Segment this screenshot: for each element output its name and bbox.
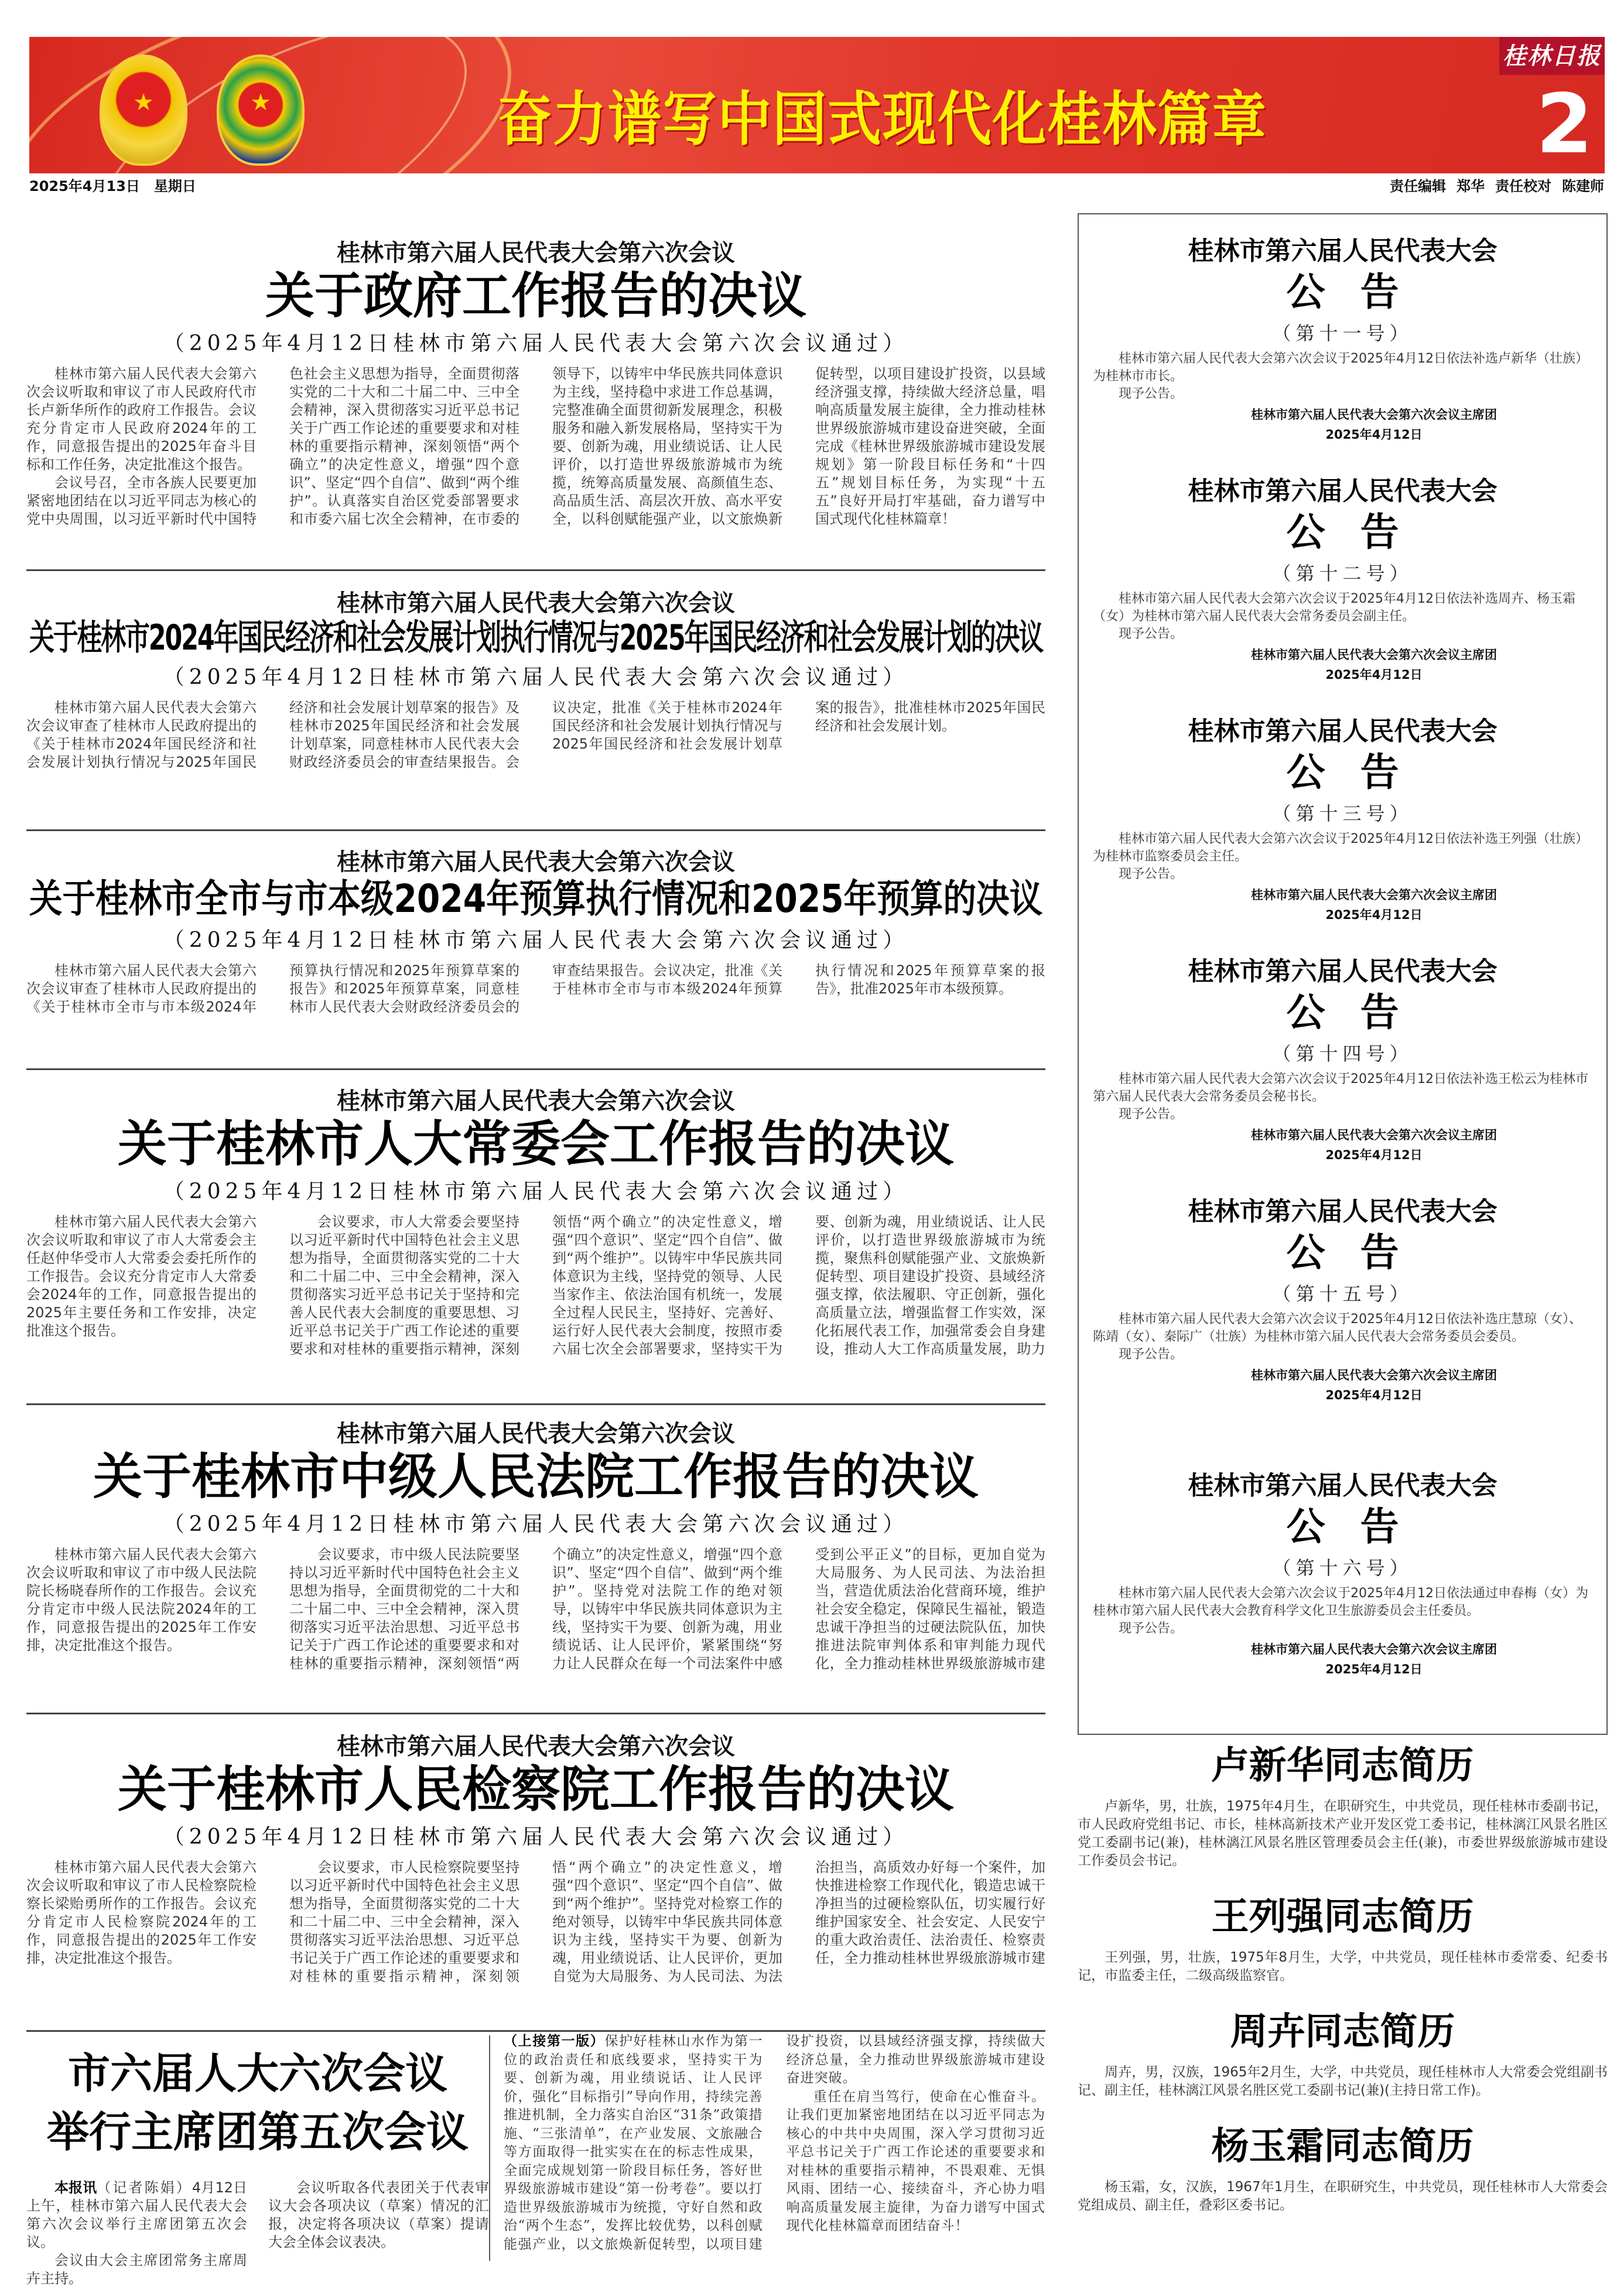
article-subtitle: （2025年4月12日桂林市第六届人民代表大会第六次会议通过） — [163, 1824, 909, 1849]
divider — [26, 1713, 1045, 1714]
article-kicker: 桂林市第六届人民代表大会第六次会议 — [337, 1420, 735, 1447]
article-subtitle: （2025年4月12日桂林市第六届人民代表大会第六次会议通过） — [163, 1179, 909, 1204]
article-title: 关于桂林市中级人民法院工作报告的决议 — [93, 1448, 979, 1505]
notice-signer: 桂林市第六届人民代表大会第六次会议主席团 — [1251, 648, 1497, 662]
paragraph: 重任在肩当笃行，使命在心惟奋斗。让我们更加紧密地团结在以习近平同志为核心的中共中央周围，深入学习贯彻习近平总书记关于广西工作论述的重要要求和对桂林的重要指示精神，不畏艰难、无惧风雨、团结一心、接续奋斗，齐心协力唱响高质量发展主旋律，为奋力谱写中国式现代化桂林篇章而团结奋斗！ — [786, 2089, 1045, 2233]
bio-body: 卢新华，男，壮族，1975年4月生，在职研究生，中共党员，现任桂林市委副书记，市人民政府党组书记、市长，桂林高新技术产业开发区党工委书记，桂林漓江风景名胜区党工委副书记(兼)，桂林漓江风景名胜区管理委员会主任(兼)，市委世界级旅游城市建设工作委员会书记。 — [1078, 1799, 1608, 1868]
divider — [26, 1068, 1045, 1070]
notice-signer: 桂林市第六届人民代表大会第六次会议主席团 — [1251, 1128, 1497, 1142]
continuation-body — [504, 2032, 1045, 2255]
notice-org: 桂林市第六届人民代表大会 — [1188, 956, 1498, 986]
bio-title: 周卉同志简历 — [1230, 2010, 1455, 2054]
notice-closing: 现予公告。 — [1119, 1347, 1184, 1362]
notice-title: 公告 — [1286, 1229, 1434, 1275]
notice-closing: 现予公告。 — [1119, 627, 1184, 641]
paragraph: 会议要求，市中级人民法院要坚持以习近平新时代中国特色社会主义思想为指导，全面贯彻党的二十大和二十届二中、三中全会精神，深入贯彻落实习近平法治思想、习近平总书记关于广西工作论述的重要要求和对桂林的重要指示精神，深刻领悟“两个确立”的决定性意义，增强“四个意识”、坚定“四个自信”、做到“两个维护”。坚持党对法院工作的绝对领导，以铸牢中华民族共同体意识为主线，坚持实干为要、创新为魂，用业绩说话、让人民评价，紧紧围绕“努力让人民群众在每一个司法案件中感受到公平正义”的目标，更加自觉为大局服务、为人民司法、为法治担当，营造优质法治化营商环境，维护社会安全稳定，保障民生福祉，锻造忠诚干净担当的过硬法院队伍，加快推进法院审判体系和审判能力现代化，全力推动桂林世界级旅游城市建 — [289, 1546, 1045, 1672]
notice — [1093, 1461, 1592, 1735]
notice-closing: 现予公告。 — [1119, 387, 1184, 401]
masthead-banner — [29, 37, 1605, 173]
news-reporter: （记者陈娟） — [97, 2179, 192, 2196]
notice-title: 公告 — [1286, 1504, 1434, 1549]
article-kicker: 桂林市第六届人民代表大会第六次会议 — [337, 848, 735, 876]
bio-body: 王列强，男，壮族，1975年8月生，大学，中共党员，现任桂林市委常委、纪委书记，市监委主任，二级高级监察官。 — [1078, 1950, 1608, 1983]
divider — [26, 569, 1045, 571]
article-procuratorate — [26, 1728, 1045, 1987]
notice-number: （第十二号） — [1272, 562, 1413, 585]
bio-body: 杨玉霜，女，汉族，1967年1月生，在职研究生，中共党员，现任桂林市人大常委会党组成员、副主任，叠彩区委书记。 — [1078, 2179, 1608, 2213]
divider — [26, 829, 1045, 831]
proofreader-name: 陈建师 — [1562, 178, 1604, 194]
paragraph: 桂林市第六届人民代表大会第六次会议审查了桂林市人民政府提出的《关于桂林市全市与市本级2024年预算执行情况和2025年预算草案的报告》和2025年预算草案，同意桂林市人民代表大会财政经济委员会的审查结果报告。会议决定，批准《关于桂林市全市与市本级2024年预算执行情况和2025年预算草案的报告》，批准2025年市本级预算。 — [26, 962, 1045, 1015]
news-title-line: 举行主席团第五次会议 — [46, 2107, 469, 2157]
article-title: 关于桂林市人大常委会工作报告的决议 — [117, 1115, 955, 1173]
article-kicker: 桂林市第六届人民代表大会第六次会议 — [337, 1733, 735, 1760]
news-title-line: 市六届人大六次会议 — [67, 2048, 447, 2098]
divider — [26, 2030, 1045, 2032]
article-subtitle: （2025年4月12日桂林市第六届人民代表大会第六次会议通过） — [163, 928, 909, 952]
article-kicker: 桂林市第六届人民代表大会第六次会议 — [337, 589, 735, 617]
article-title: 关于政府工作报告的决议 — [265, 267, 807, 324]
column-divider — [489, 2035, 490, 2261]
notice-body: 桂林市第六届人民代表大会第六次会议于2025年4月12日依法补选庄慧琼（女）、陈靖（女）、秦际广（壮族）为桂林市第六届人民代表大会常务委员会委员。 — [1093, 1312, 1582, 1344]
notice-body: 桂林市第六届人民代表大会第六次会议于2025年4月12日依法补选王列强（壮族）为桂林市监察委员会主任。 — [1093, 832, 1588, 864]
continuation-label: （上接第一版） — [504, 2034, 605, 2049]
notice-signer: 桂林市第六届人民代表大会第六次会议主席团 — [1251, 888, 1497, 902]
paragraph: 会议号召，全市各族人民要更加紧密地团结在以习近平同志为核心的党中央周围，以习近平新时代中国特色社会主义思想为指导，全面贯彻落实党的二十大和二十届二中、三中全会精神，深入贯彻落实习近平总书记关于广西工作论述的重要要求和对桂林的重要指示精神，深刻领悟“两个确立”的决定性意义，增强“四个意识”、坚定“四个自信”、做到“两个维护”。认真落实自治区党委部署要求和市委六届七次全会精神，在市委的领导下，以铸牢中华民族共同体意识为主线，坚持稳中求进工作总基调，完整准确全面贯彻新发展理念，积极服务和融入新发展格局，坚持实干为要、创新为魂，用业绩说话、让人民评价，以打造世界级旅游城市为统揽，统筹高质量发展、高颜值生态、高品质生活、高层次开放、高水平安全，以科创赋能强产业，以文旅焕新促转型，以项目建设扩投资，以县域经济强支撑，持续做大经济总量，唱响高质量发展主旋律，全力推动桂林世界级旅游城市建设奋进突破，全面完成《桂林世界级旅游城市建设发展规划》第一阶段目标任务和“十四五”规划目标任务，为实现“十五五”良好开局打牢基础，奋力谱写中国式现代化桂林篇章！ — [26, 365, 1045, 527]
notice-number: （第十三号） — [1272, 802, 1413, 825]
article-budget — [26, 843, 1045, 1017]
notice-number: （第十一号） — [1272, 322, 1413, 344]
notice — [1093, 466, 1592, 706]
notice-closing: 现予公告。 — [1119, 1621, 1184, 1636]
notice-signer: 桂林市第六届人民代表大会第六次会议主席团 — [1251, 1642, 1497, 1656]
cppcc-emblem-icon: ★ — [217, 54, 305, 166]
issue-date: 2025年4月13日 星期日 — [29, 178, 196, 194]
continued-from-front-page — [504, 2032, 1045, 2255]
biography — [1078, 1894, 1608, 1985]
notice-org: 桂林市第六届人民代表大会 — [1188, 476, 1498, 506]
article-economic-plan — [26, 585, 1045, 773]
paragraph: 会议由大会主席团常务主席周卉主持。 — [26, 2252, 247, 2287]
editor-name: 郑华 — [1457, 178, 1485, 194]
bio-body: 周卉，男，汉族，1965年2月生，大学，中共党员，现任桂林市人大常委会党组副书记、副主任，桂林漓江风景名胜区党工委副书记(兼)(主持日常工作)。 — [1078, 2065, 1608, 2098]
bio-title: 卢新华同志简历 — [1211, 1744, 1474, 1788]
news-body — [26, 2179, 489, 2296]
notice-closing: 现予公告。 — [1119, 867, 1184, 882]
paragraph: 桂林市第六届人民代表大会第六次会议听取和审议了市人民政府代市长卢新华所作的政府工作报告。会议充分肯定市人民政府2024年的工作，同意报告提出的2025年奋斗目标和工作任务，决定批准这个报告。 — [26, 365, 257, 473]
article-body — [26, 962, 1045, 1017]
paragraph: 桂林市第六届人民代表大会第六次会议听取和审议了市人民检察院检察长梁贻勇所作的工作报告。会议充分肯定市人民检察院2024年的工作，同意报告提出的2025年工作安排，决定批准这个报告。 — [26, 1858, 257, 1966]
notice-date: 2025年4月12日 — [1325, 908, 1423, 922]
notice-signer: 桂林市第六届人民代表大会第六次会议主席团 — [1251, 408, 1497, 422]
paragraph: 4月12日上午，桂林市第六届人民代表大会第六次会议举行主席团第五次会议。 — [26, 2179, 247, 2250]
notice — [1093, 706, 1592, 947]
news-presidium-meeting — [26, 2044, 489, 2296]
notice-title: 公告 — [1286, 509, 1434, 555]
notice-number: （第十六号） — [1272, 1557, 1413, 1579]
article-body — [26, 699, 1045, 773]
banner-title: 奋力谱写中国式现代化桂林篇章 — [498, 85, 1267, 153]
notices-box — [1078, 213, 1608, 1735]
notice-date: 2025年4月12日 — [1325, 1148, 1423, 1162]
page-number: 2 — [1536, 77, 1593, 172]
notice-body: 桂林市第六届人民代表大会第六次会议于2025年4月12日依法补选周卉、杨玉霜（女）为桂林市第六届人民代表大会常务委员会副主任。 — [1093, 592, 1575, 624]
paragraph: 保护好桂林山水作为第一位的政治责任和底线要求，坚持实干为要、创新为魂，用业绩说话、让人民评价，强化“目标指引”导向作用，持续完善推进机制，全力落实自治区“31条”政策措施、“三张清单”，在产业发展、文旅融合等方面取得一批实实在在的标志性成果，全面完成规划第一阶段目标任务，答好世界级旅游城市建设“第一份考卷”。要以打造世界级旅游城市为统揽，守好自然和政治“两个生态”，发挥比较优势，以科创赋能强产业，以文旅焕新促转型，以项目建设扩投资，以县域经济强支撑，持续做大经济总量，全力推动世界级旅游城市建设奋进突破。 — [504, 2034, 1045, 2252]
notice-title: 公告 — [1286, 749, 1434, 795]
notice-body: 桂林市第六届人民代表大会第六次会议于2025年4月12日依法补选卢新华（壮族）为桂林市市长。 — [1093, 351, 1588, 384]
biography — [1078, 2123, 1608, 2215]
biography — [1078, 1742, 1608, 1870]
notice-body: 桂林市第六届人民代表大会第六次会议于2025年4月12日依法通过申春梅（女）为桂林市第六届人民代表大会教育科学文化卫生旅游委员会主任委员。 — [1093, 1586, 1588, 1618]
article-title: 关于桂林市2024年国民经济和社会发展计划执行情况与2025年国民经济和社会发展计划的决议 — [29, 617, 1043, 658]
notice-date: 2025年4月12日 — [1325, 668, 1423, 682]
article-title: 关于桂林市人民检察院工作报告的决议 — [117, 1761, 955, 1818]
notice — [1093, 1187, 1592, 1461]
news-lead-label: 本报讯 — [54, 2179, 97, 2196]
article-body — [26, 365, 1045, 530]
notice-title: 公告 — [1286, 989, 1434, 1035]
bio-title: 杨玉霜同志简历 — [1211, 2124, 1474, 2168]
article-subtitle: （2025年4月12日桂林市第六届人民代表大会第六次会议通过） — [163, 331, 909, 356]
article-body — [26, 1213, 1045, 1359]
notice-org: 桂林市第六届人民代表大会 — [1188, 716, 1498, 746]
notice — [1093, 947, 1592, 1187]
paragraph: 桂林市第六届人民代表大会第六次会议听取和审议了市中级人民法院院长杨晓春所作的工作报告。会议充分肯定市中级人民法院2024年的工作，同意报告提出的2025年工作安排，决定批准这个报告。 — [26, 1546, 257, 1653]
paragraph: 桂林市第六届人民代表大会第六次会议审查了桂林市人民政府提出的《关于桂林市2024年国民经济和社会发展计划执行情况与2025年国民经济和社会发展计划草案的报告》及桂林市2025年国民经济和社会发展计划草案，同意桂林市人民代表大会财政经济委员会的审查结果报告。会议决定，批准《关于桂林市2024年国民经济和社会发展计划执行情况与2025年国民经济和社会发展计划草案的报告》，批准桂林市2025年国民经济和社会发展计划。 — [26, 699, 1045, 770]
article-body — [26, 1546, 1045, 1675]
notice-body: 桂林市第六届人民代表大会第六次会议于2025年4月12日依法补选王松云为桂林市第六届人民代表大会常务委员会秘书长。 — [1093, 1072, 1588, 1104]
notice-org: 桂林市第六届人民代表大会 — [1188, 1471, 1498, 1501]
bio-title: 王列强同志简历 — [1211, 1895, 1474, 1939]
article-title: 关于桂林市全市与市本级2024年预算执行情况和2025年预算的决议 — [29, 876, 1043, 921]
divider — [26, 1403, 1045, 1405]
article-subtitle: （2025年4月12日桂林市第六届人民代表大会第六次会议通过） — [163, 1512, 909, 1536]
notice-number: （第十四号） — [1272, 1043, 1413, 1065]
notice-number: （第十五号） — [1272, 1283, 1413, 1305]
notice-org: 桂林市第六届人民代表大会 — [1188, 236, 1498, 266]
biographies — [1078, 1742, 1608, 2238]
paragraph: 会议听取各代表团关于代表审议大会各项决议（草案）情况的汇报，决定将各项决议（草案）提请大会全体会议表决。 — [268, 2179, 489, 2250]
editor-credits — [1379, 175, 1604, 195]
notice — [1093, 226, 1592, 466]
article-kicker: 桂林市第六届人民代表大会第六次会议 — [337, 1087, 735, 1115]
notice-org: 桂林市第六届人民代表大会 — [1188, 1197, 1498, 1226]
article-subtitle: （2025年4月12日桂林市第六届人民代表大会第六次会议通过） — [163, 665, 909, 689]
paragraph: 会议要求，市人民检察院要坚持以习近平新时代中国特色社会主义思想为指导，全面贯彻落实党的二十大和二十届二中、三中全会精神，深入贯彻落实习近平法治思想、习近平总书记关于广西工作论述的重要要求和对桂林的重要指示精神，深刻领悟“两个确立”的决定性意义，增强“四个意识”、坚定“四个自信”、做到“两个维护”。坚持党对检察工作的绝对领导，以铸牢中华民族共同体意识为主线，坚持实干为要、创新为魂，用业绩说话、让人民评价，更加自觉为大局服务、为人民司法、为法治担当，高质效办好每一个案件，加快推进检察工作现代化，锻造忠诚干净担当的过硬检察队伍，切实履行好维护国家安全、社会安定、人民安宁的重大政治责任、法治责任、检察责任，全力推动桂林世界级旅游城市建 — [289, 1858, 1045, 1984]
notice-date: 2025年4月12日 — [1325, 1662, 1423, 1676]
article-body — [26, 1858, 1045, 1987]
article-kicker: 桂林市第六届人民代表大会第六次会议 — [337, 239, 735, 266]
notice-date: 2025年4月12日 — [1325, 1388, 1423, 1402]
notice-title: 公告 — [1286, 269, 1434, 315]
article-intermediate-court — [26, 1415, 1045, 1675]
paragraph: 会议要求，市人大常委会要坚持以习近平新时代中国特色社会主义思想为指导，全面贯彻落实党的二十大和二十届二中、三中全会精神，深入贯彻落实习近平总书记关于坚持和完善人民代表大会制度的重要思想、习近平总书记关于广西工作论述的重要要求和对桂林的重要指示精神，深刻领悟“两个确立”的决定性意义，增强“四个意识”、坚定“四个自信”、做到“两个维护”。以铸牢中华民族共同体意识为主线，坚持党的领导、人民当家作主、依法治国有机统一，发展全过程人民民主，坚持好、完善好、运行好人民代表大会制度，按照市委六届七次全会部署要求，坚持实干为要、创新为魂，用业绩说话、让人民评价，以打造世界级旅游城市为统揽，聚焦科创赋能强产业、文旅焕新促转型、项目建设扩投资、县域经济强支撑，依法履职、守正创新，强化高质量立法，增强监督工作实效，深化拓展代表工作，加强常委会自身建设，推动人大工作高质量发展，助力 — [289, 1213, 1045, 1357]
notice-date: 2025年4月12日 — [1325, 428, 1423, 442]
paragraph: 桂林市第六届人民代表大会第六次会议听取和审议了市人大常委会主任赵仲华受市人大常委会委托所作的工作报告。会议充分肯定市人大常委会2024年的工作，同意报告提出的2025年主要任务和工作安排，决定批准这个报告。 — [26, 1213, 257, 1339]
national-emblem-icon: ★ — [100, 54, 187, 166]
proof-label: 责任校对 — [1495, 178, 1551, 194]
editor-label: 责任编辑 — [1390, 178, 1446, 194]
paper-logo: 桂林日报 — [1499, 37, 1605, 75]
biography — [1078, 2008, 1608, 2100]
article-npc-standing-committee — [26, 1082, 1045, 1359]
article-government-report — [26, 234, 1045, 530]
notice-closing: 现予公告。 — [1119, 1107, 1184, 1122]
notice-signer: 桂林市第六届人民代表大会第六次会议主席团 — [1251, 1368, 1497, 1382]
